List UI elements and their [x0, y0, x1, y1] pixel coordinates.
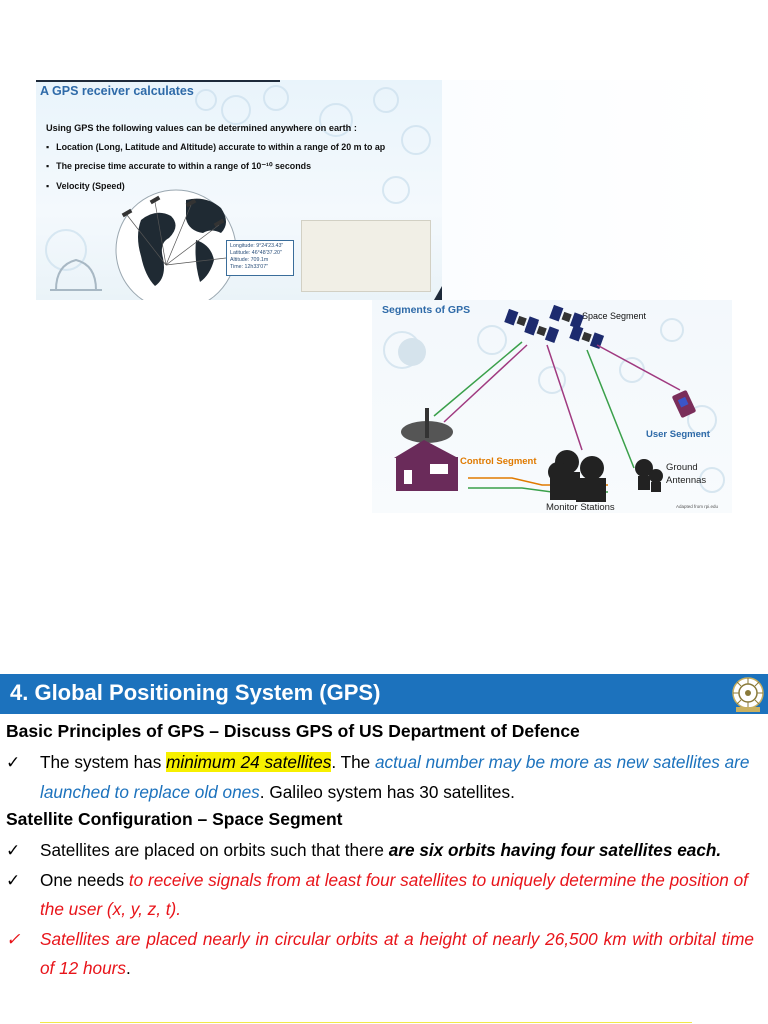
gear-icon — [398, 338, 426, 366]
item2-bold-text: are six orbits having four satellites each. — [388, 840, 722, 860]
slide-top-bar — [36, 80, 280, 82]
monitor-stations-label: Monitor Stations — [546, 502, 615, 513]
bullet-location: ▪ Location (Long, Latitude and Altitude) accurate to within a range of 20 m to ap — [46, 142, 385, 152]
item4-text-post: . — [126, 958, 131, 978]
list-item — [6, 748, 754, 807]
image-credit: Adapted from rpi.edu — [676, 504, 719, 509]
heading-satellite-configuration: Satellite Configuration – Space Segment — [6, 809, 343, 829]
checkmark-icon: ✓ — [6, 752, 21, 772]
gps-receiver-slide — [36, 80, 442, 300]
globe-icon — [116, 190, 236, 300]
slide1-intro: Using GPS the following values can be determined anywhere on earth : — [46, 123, 357, 133]
item3-text-pre: One needs — [40, 869, 129, 890]
monitor-station-icons — [548, 450, 606, 502]
list-item — [6, 925, 754, 984]
item1-highlight: minimum 24 satellites — [166, 752, 332, 772]
coord-altitude: Altitude: 709.1m — [230, 257, 269, 263]
item1-blue-text: actual number may be more as new satellites are launched to replace old ones — [40, 752, 750, 802]
space-segment-label: Space Segment — [582, 311, 647, 321]
slide1-right-fade — [442, 80, 730, 300]
control-segment-label: Control Segment — [460, 456, 537, 467]
coord-longitude: Longitude: 9°24'23.43" — [230, 243, 284, 249]
slide1-bullet-list — [46, 142, 385, 200]
slide1-title: A GPS receiver calculates — [40, 84, 194, 98]
item1-text-mid: . The — [331, 752, 375, 772]
coordinate-readout — [226, 240, 294, 276]
coord-latitude: Latitude: 46°48'37.20" — [230, 250, 282, 256]
segments-title: Segments of GPS — [382, 304, 471, 316]
user-device-icon — [672, 390, 697, 419]
bottom-divider — [40, 1022, 692, 1023]
bullet-time: ▪ The precise time accurate to within a range of 10⁻¹⁰ seconds — [46, 161, 385, 172]
heading-basic-principles: Basic Principles of GPS – Discuss GPS of US Department of Defence — [6, 721, 580, 741]
list-item — [6, 866, 754, 925]
institute-logo-icon — [730, 675, 766, 713]
slide-content — [6, 719, 754, 984]
checkmark-icon: ✓ — [6, 869, 21, 890]
terrain-map — [301, 220, 431, 292]
checkmark-icon: ✓ — [6, 840, 21, 860]
ground-antennas-label: Ground Antennas — [666, 462, 707, 486]
item1-text-pre: The system has — [40, 752, 167, 772]
item4-red-text: Satellites are placed nearly in circular orbits at a height of nearly 26,500 km with orbital time of 12 hours — [40, 928, 754, 978]
user-segment-label: User Segment — [646, 429, 710, 440]
slide-title: 4. Global Positioning System (GPS) — [10, 680, 381, 705]
item2-text-pre: Satellites are placed on orbits such that there — [40, 840, 389, 860]
gps-segments-slide — [372, 300, 732, 513]
list-item — [6, 836, 754, 866]
control-station-icon — [394, 408, 458, 491]
ground-antenna-icons — [635, 459, 663, 492]
bullet-velocity: ▪ Velocity (Speed) — [46, 181, 385, 191]
coord-time: Time: 12h33'07" — [230, 264, 269, 270]
item1-text-post: . Galileo system has 30 satellites. — [259, 781, 515, 802]
slide-corner-accent — [434, 286, 442, 300]
item3-red-text: to receive signals from at least four satellites to uniquely determine the position of the user (x, y, z, t). — [40, 869, 748, 919]
checkmark-icon: ✓ — [6, 928, 21, 949]
